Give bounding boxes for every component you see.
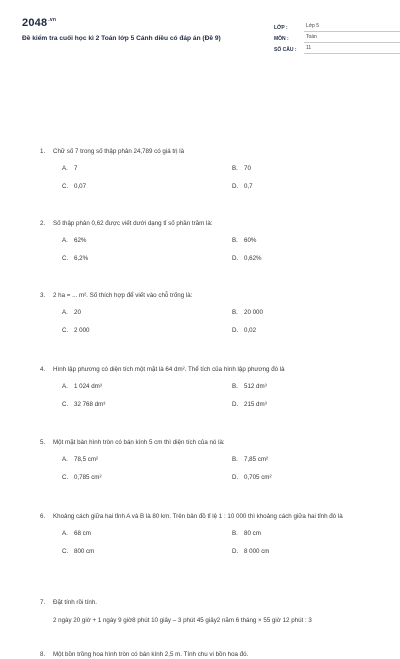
answer-option-b[interactable]	[232, 530, 400, 538]
question-stem	[40, 292, 400, 300]
question-4	[40, 366, 400, 409]
question-number: 2.	[40, 220, 46, 227]
option-letter: C.	[62, 547, 69, 555]
option-letter: A.	[62, 309, 68, 317]
option-text: 78,5 cm²	[74, 456, 99, 464]
option-letter: B.	[232, 456, 238, 464]
option-letter: D.	[232, 326, 239, 334]
answer-options	[62, 383, 400, 409]
option-text: 2 000	[74, 326, 90, 334]
question-number: 3.	[40, 292, 46, 299]
option-letter: D.	[232, 182, 239, 190]
option-text: 60%	[244, 237, 257, 245]
answer-options	[62, 237, 400, 263]
question-text: Chữ số 7 trong số thập phân 24,789 có giá trị là	[53, 148, 185, 155]
logo-text: 2048	[22, 17, 48, 29]
answer-option-b[interactable]	[232, 165, 400, 173]
question-stem	[40, 651, 400, 659]
meta-value: Lớp 5	[304, 23, 400, 32]
meta-value: Toán	[304, 34, 400, 43]
answer-option-d[interactable]	[232, 183, 400, 191]
option-letter: C.	[62, 254, 69, 262]
question-text: Số thập phân 0,62 được viết dưới dạng tỉ số phần trăm là:	[53, 220, 213, 227]
option-letter: D.	[232, 400, 239, 408]
answer-option-a[interactable]	[62, 530, 232, 538]
question-stem	[40, 439, 400, 447]
option-letter: C.	[62, 400, 69, 408]
option-text: 6,2%	[74, 254, 89, 262]
answer-option-a[interactable]	[62, 237, 232, 245]
question-text: Đặt tính rồi tính.	[53, 599, 98, 606]
answer-option-d[interactable]	[232, 548, 400, 556]
meta-label: SỐ CÂU :	[274, 46, 297, 53]
answer-option-d[interactable]	[232, 401, 400, 409]
option-text: 7,85 cm²	[244, 456, 269, 464]
page-title: Đề kiểm tra cuối học kì 2 Toán lớp 5 Cánh diều có đáp án (Đề 9)	[22, 35, 221, 42]
question-text: 2 ha = ... m². Số thích hợp để viết vào chỗ trống là:	[53, 292, 193, 299]
question-6	[40, 513, 400, 556]
option-text: 0,62%	[244, 254, 262, 262]
answer-option-d[interactable]	[232, 255, 400, 263]
answer-options	[62, 165, 400, 191]
question-number: 4.	[40, 366, 46, 373]
answer-option-b[interactable]	[232, 309, 400, 317]
answer-option-d[interactable]	[232, 474, 400, 482]
option-text: 0,705 cm²	[244, 473, 272, 481]
option-text: 80 cm	[244, 530, 261, 538]
answer-options	[62, 456, 400, 482]
question-stem	[40, 513, 400, 521]
question-2	[40, 220, 400, 263]
option-letter: C.	[62, 182, 69, 190]
answer-option-b[interactable]	[232, 383, 400, 391]
answer-option-a[interactable]	[62, 383, 232, 391]
option-text: 800 cm	[74, 547, 95, 555]
option-text: 70	[244, 165, 251, 173]
option-text: 20 000	[244, 309, 263, 317]
option-letter: B.	[232, 309, 238, 317]
answer-option-c[interactable]	[62, 401, 232, 409]
option-letter: A.	[62, 237, 68, 245]
option-letter: B.	[232, 530, 238, 538]
option-letter: A.	[62, 165, 68, 173]
question-number: 7.	[40, 599, 46, 606]
option-text: 1 024 dm³	[74, 383, 102, 391]
answer-option-c[interactable]	[62, 327, 232, 335]
question-stem	[40, 599, 400, 607]
answer-option-c[interactable]	[62, 548, 232, 556]
meta-row-subject	[274, 32, 400, 43]
option-letter: A.	[62, 383, 68, 391]
option-letter: D.	[232, 473, 239, 481]
question-stem	[40, 148, 400, 156]
option-letter: A.	[62, 530, 68, 538]
question-text: Hình lập phương có diện tích một mặt là 64 dm². Thể tích của hình lập phương đó là	[53, 366, 285, 373]
option-text: 0,02	[244, 326, 257, 334]
option-letter: A.	[62, 456, 68, 464]
answer-options	[62, 309, 400, 335]
answer-option-b[interactable]	[232, 456, 400, 464]
question-3	[40, 292, 400, 335]
question-text: Khoảng cách giữa hai tỉnh A và B là 80 km. Trên bản đồ tỉ lệ 1 : 10 000 thì khoảng cách giữa hai tỉnh đó là	[53, 513, 343, 520]
question-detail: 2 ngày 20 giờ + 1 ngày 9 giờ8 phút 10 giây – 3 phút 45 giây2 năm 6 tháng × 55 giờ 12 phút : 3	[53, 617, 312, 625]
option-text: 32 768 dm³	[74, 400, 106, 408]
option-letter: B.	[232, 383, 238, 391]
question-5	[40, 439, 400, 482]
meta-row-class	[274, 21, 400, 32]
question-1	[40, 148, 400, 191]
answer-option-c[interactable]	[62, 183, 232, 191]
site-logo[interactable]	[22, 16, 56, 31]
header	[20, 12, 380, 68]
answer-option-a[interactable]	[62, 165, 232, 173]
option-letter: B.	[232, 237, 238, 245]
question-stem	[40, 220, 400, 228]
option-text: 20	[74, 309, 81, 317]
meta-value: 11	[304, 45, 400, 54]
meta-label: MÔN :	[274, 35, 289, 42]
answer-option-b[interactable]	[232, 237, 400, 245]
question-number: 6.	[40, 513, 46, 520]
option-text: 0,785 cm²	[74, 473, 102, 481]
option-letter: B.	[232, 165, 238, 173]
logo-tld: .vn	[48, 17, 57, 24]
option-text: 7	[74, 165, 78, 173]
answer-option-a[interactable]	[62, 456, 232, 464]
option-letter: D.	[232, 547, 239, 555]
answer-option-c[interactable]	[62, 474, 232, 482]
meta-row-count	[274, 43, 400, 54]
option-letter: D.	[232, 254, 239, 262]
question-number: 8.	[40, 651, 46, 658]
meta-label: LỚP :	[274, 24, 288, 31]
question-stem	[40, 366, 400, 374]
answer-option-c[interactable]	[62, 255, 232, 263]
question-8	[40, 651, 400, 659]
option-letter: C.	[62, 473, 69, 481]
meta-info	[274, 21, 400, 54]
question-number: 5.	[40, 439, 46, 446]
question-number: 1.	[40, 148, 46, 155]
option-text: 0,7	[244, 182, 253, 190]
option-text: 8 000 cm	[244, 547, 270, 555]
answer-option-d[interactable]	[232, 327, 400, 335]
option-text: 0,07	[74, 182, 87, 190]
answer-option-a[interactable]	[62, 309, 232, 317]
question-7	[40, 599, 400, 626]
question-text: Một bồn trồng hoa hình tròn có bán kính 2,5 m. Tính chu vi bồn hoa đó.	[53, 651, 249, 658]
option-text: 68 cm	[74, 530, 91, 538]
option-text: 62%	[74, 237, 87, 245]
option-text: 512 dm³	[244, 383, 267, 391]
option-text: 215 dm³	[244, 400, 267, 408]
answer-options	[62, 530, 400, 556]
question-text: Một mặt bàn hình tròn có bán kính 5 cm thì diện tích của nó là:	[53, 439, 225, 446]
option-letter: C.	[62, 326, 69, 334]
